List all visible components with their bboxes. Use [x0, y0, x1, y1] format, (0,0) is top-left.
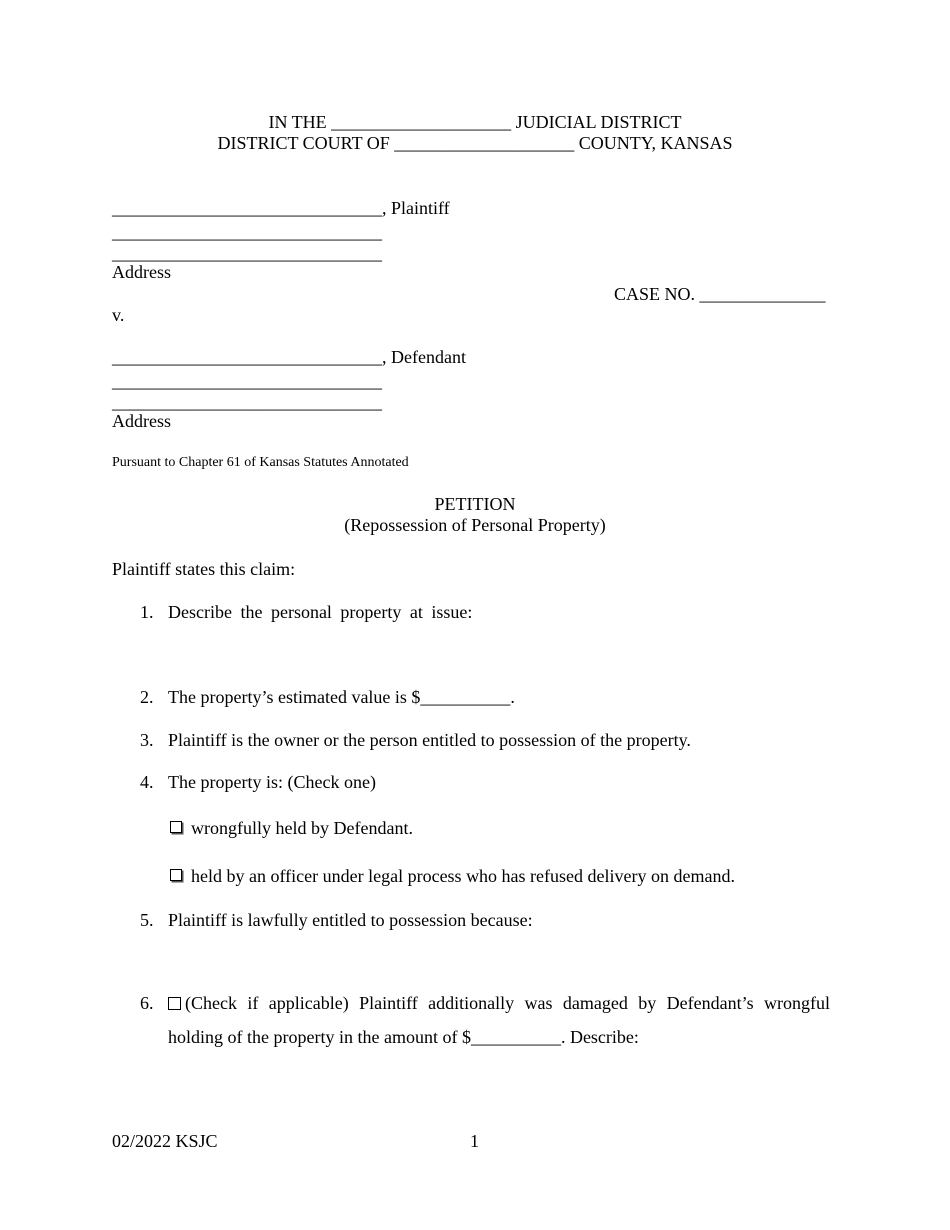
plaintiff-name-line: ______________________________, Plaintiff — [112, 198, 450, 218]
item-text: (Check if applicable) Plaintiff additionally was damaged by Defendant’s wrongful — [185, 993, 830, 1013]
plaintiff-address-line-1: ______________________________ — [112, 222, 382, 242]
item-text: Plaintiff is the owner or the person entitled to possession of the property. — [168, 730, 691, 750]
defendant-name-line: ______________________________, Defendant — [112, 347, 466, 367]
checkbox-held-by-officer[interactable] — [170, 869, 182, 881]
item-text: Plaintiff is lawfully entitled to possession because: — [168, 910, 533, 930]
checkbox-damages-applicable[interactable] — [168, 997, 181, 1010]
option-label: held by an officer under legal process who has refused delivery on demand. — [191, 866, 735, 886]
defendant-address-line-2: ______________________________ — [112, 392, 382, 412]
option-label: wrongfully held by Defendant. — [191, 818, 413, 838]
page-number: 1 — [470, 1131, 479, 1151]
plaintiff-address-label: Address — [112, 262, 171, 282]
defendant-address-label: Address — [112, 411, 171, 431]
checkbox-wrongfully-held[interactable] — [170, 821, 182, 833]
item-text-line-1 — [168, 993, 830, 1014]
versus-label: v. — [112, 305, 125, 325]
item-number: 2. — [140, 687, 154, 707]
plaintiff-address-line-2: ______________________________ — [112, 243, 382, 263]
court-header-line1: IN THE ____________________ JUDICIAL DISTRICT — [268, 112, 682, 132]
item-number: 4. — [140, 772, 154, 792]
case-number: CASE NO. ______________ — [614, 284, 826, 304]
petition-subtitle: (Repossession of Personal Property) — [344, 515, 606, 535]
court-header-line2: DISTRICT COURT OF ____________________ COUNTY, KANSAS — [217, 133, 733, 153]
item-number: 6. — [140, 993, 154, 1013]
item-number: 1. — [140, 602, 154, 622]
form-revision-code: 02/2022 KSJC — [112, 1131, 218, 1151]
item-number: 3. — [140, 730, 154, 750]
petition-title: PETITION — [434, 494, 516, 514]
statute-note: Pursuant to Chapter 61 of Kansas Statutes Annotated — [112, 455, 409, 470]
claim-intro: Plaintiff states this claim: — [112, 559, 296, 579]
item-text: The property is: (Check one) — [168, 772, 376, 792]
defendant-address-line-1: ______________________________ — [112, 371, 382, 391]
item-number: 5. — [140, 910, 154, 930]
item-text-line-2: holding of the property in the amount of $__________. Describe: — [168, 1027, 639, 1047]
item-text: Describe the personal property at issue: — [168, 602, 473, 622]
item-text: The property’s estimated value is $__________. — [168, 687, 515, 707]
